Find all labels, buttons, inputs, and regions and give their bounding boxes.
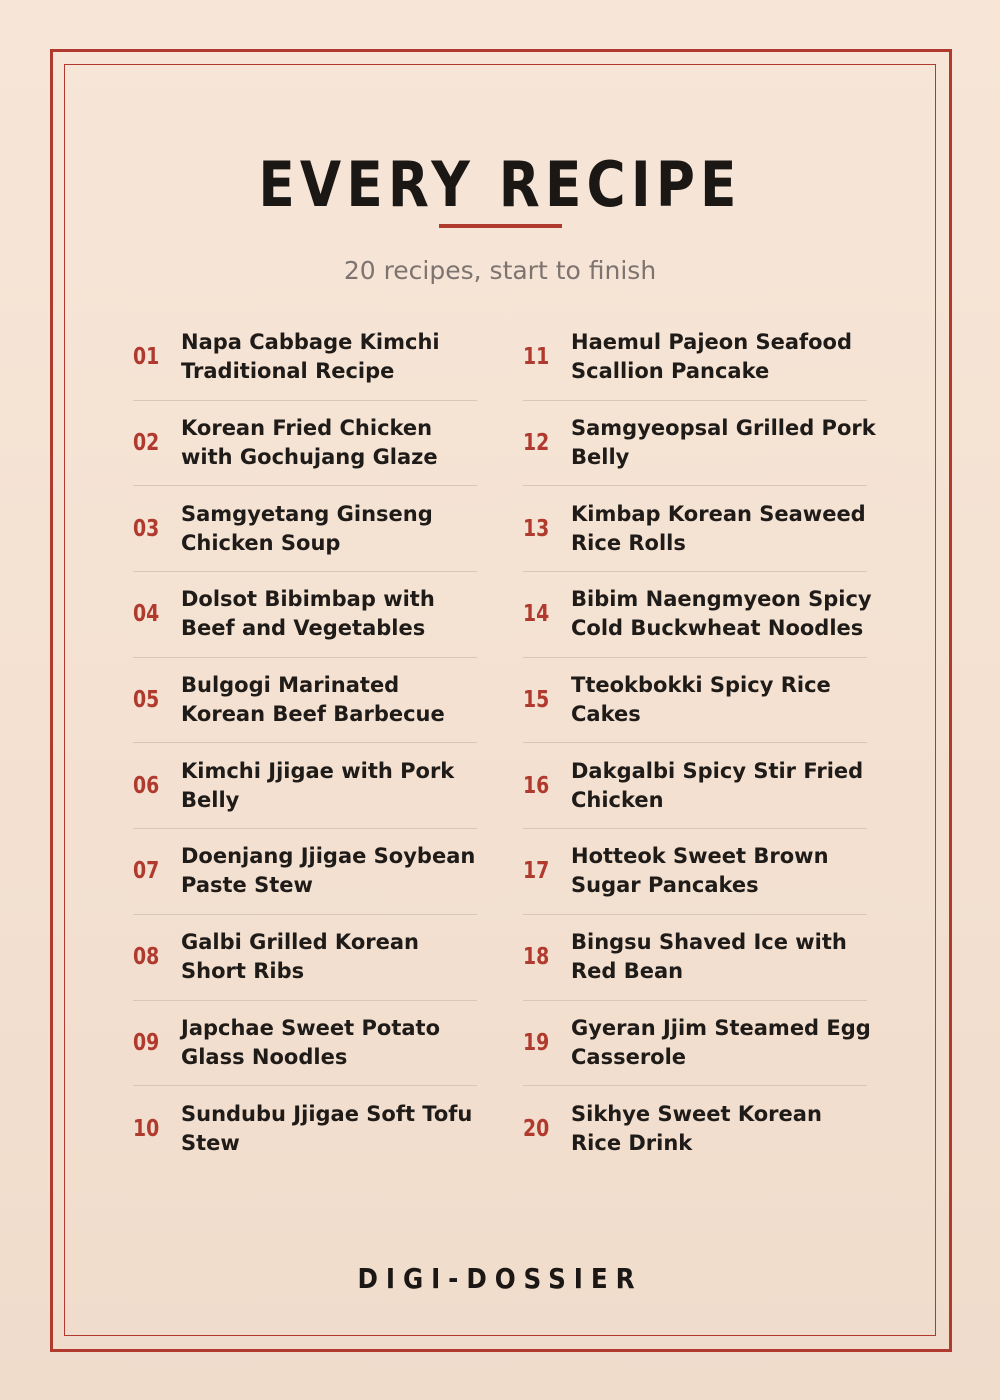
recipe-number: 17 bbox=[523, 858, 550, 885]
recipe-number: 05 bbox=[133, 687, 160, 714]
recipe-item bbox=[523, 828, 867, 914]
recipe-item bbox=[523, 742, 867, 828]
recipe-number: 06 bbox=[133, 772, 160, 799]
recipe-name: Bingsu Shaved Ice with Red Bean bbox=[571, 930, 847, 984]
recipe-number: 07 bbox=[133, 858, 160, 885]
recipe-number: 16 bbox=[523, 772, 550, 799]
recipe-list-right bbox=[523, 314, 876, 1171]
recipe-item bbox=[523, 314, 867, 400]
recipe-name: Sundubu Jjigae Soft Tofu Stew bbox=[181, 1101, 473, 1155]
recipe-item bbox=[133, 485, 477, 571]
recipe-list-left bbox=[133, 314, 477, 1171]
recipe-number: 02 bbox=[133, 430, 160, 457]
recipe-item bbox=[523, 485, 867, 571]
brand-footer: DIGI-DOSSIER bbox=[357, 1262, 643, 1295]
recipe-name: Kimchi Jjigae with Pork Belly bbox=[181, 758, 455, 812]
recipe-name: Haemul Pajeon Seafood Scallion Pancake bbox=[571, 329, 853, 383]
recipe-number: 13 bbox=[523, 515, 550, 542]
recipe-item bbox=[133, 828, 477, 914]
recipe-name: Dolsot Bibimbap with Beef and Vegetables bbox=[181, 587, 435, 641]
recipe-name: Gyeran Jjim Steamed Egg Casserole bbox=[571, 1015, 871, 1069]
recipe-name: Napa Cabbage Kimchi Traditional Recipe bbox=[181, 329, 440, 383]
recipe-item bbox=[133, 571, 477, 657]
recipe-name: Korean Fried Chicken with Gochujang Glaze bbox=[181, 416, 438, 470]
recipe-name: Doenjang Jjigae Soybean Paste Stew bbox=[181, 844, 476, 898]
recipe-number: 04 bbox=[133, 601, 160, 628]
recipe-name: Samgyeopsal Grilled Pork Belly bbox=[571, 416, 876, 470]
recipe-name: Dakgalbi Spicy Stir Fried Chicken bbox=[571, 758, 864, 812]
recipe-name: Japchae Sweet Potato Glass Noodles bbox=[181, 1015, 440, 1069]
recipe-item bbox=[133, 1085, 477, 1171]
recipe-item bbox=[523, 1085, 867, 1171]
recipe-number: 08 bbox=[133, 944, 160, 971]
recipe-number: 01 bbox=[133, 343, 160, 370]
recipe-number: 15 bbox=[523, 687, 550, 714]
recipe-name: Galbi Grilled Korean Short Ribs bbox=[181, 930, 419, 984]
recipe-name: Bulgogi Marinated Korean Beef Barbecue bbox=[181, 673, 445, 727]
recipe-number: 03 bbox=[133, 515, 160, 542]
recipe-name: Hotteok Sweet Brown Sugar Pancakes bbox=[571, 844, 829, 898]
title-underline bbox=[439, 224, 562, 228]
recipe-item bbox=[133, 742, 477, 828]
recipe-number: 12 bbox=[523, 430, 550, 457]
recipe-name: Tteokbokki Spicy Rice Cakes bbox=[571, 673, 831, 727]
recipe-number: 11 bbox=[523, 343, 550, 370]
recipe-item bbox=[133, 1000, 477, 1086]
recipe-item bbox=[523, 914, 867, 1000]
page-title: EVERY RECIPE bbox=[258, 148, 742, 221]
recipe-item bbox=[523, 571, 872, 657]
recipe-item bbox=[133, 914, 477, 1000]
recipe-number: 14 bbox=[523, 601, 550, 628]
recipe-item bbox=[523, 400, 876, 486]
recipe-item bbox=[133, 400, 477, 486]
recipe-number: 10 bbox=[133, 1115, 160, 1142]
page-subtitle: 20 recipes, start to finish bbox=[343, 256, 657, 285]
recipe-number: 20 bbox=[523, 1115, 550, 1142]
recipe-name: Bibim Naengmyeon Spicy Cold Buckwheat Noodles bbox=[571, 587, 872, 641]
recipe-number: 09 bbox=[133, 1029, 160, 1056]
recipe-number: 19 bbox=[523, 1029, 550, 1056]
recipe-name: Samgyetang Ginseng Chicken Soup bbox=[181, 501, 433, 555]
recipe-item bbox=[523, 657, 867, 743]
recipe-name: Sikhye Sweet Korean Rice Drink bbox=[571, 1101, 822, 1155]
recipe-name: Kimbap Korean Seaweed Rice Rolls bbox=[571, 501, 866, 555]
recipe-item bbox=[523, 1000, 871, 1086]
recipe-item bbox=[133, 314, 477, 400]
recipe-number: 18 bbox=[523, 944, 550, 971]
recipe-item bbox=[133, 657, 477, 743]
